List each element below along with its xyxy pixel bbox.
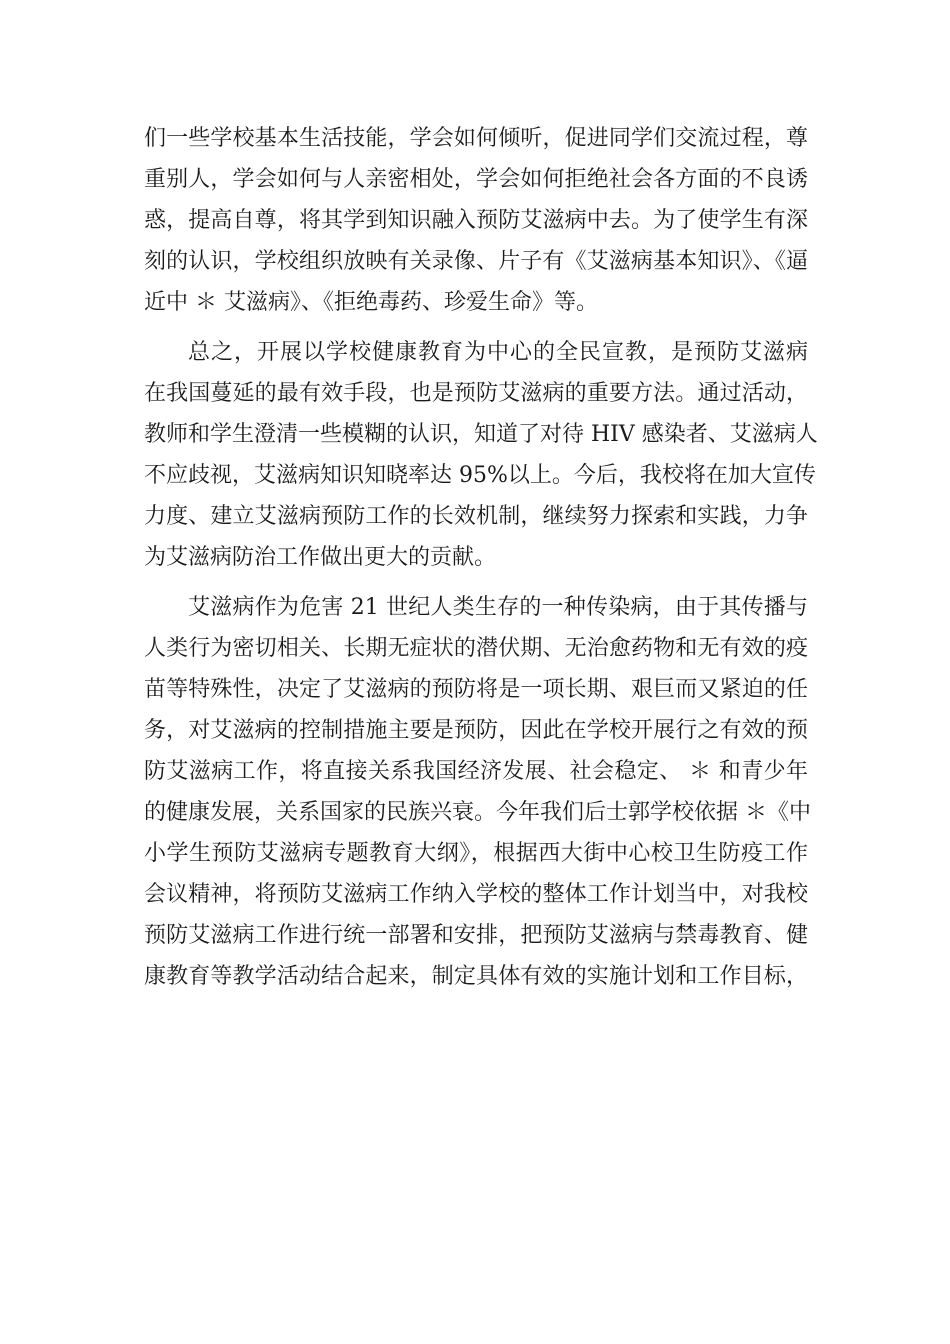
text-line: 惑，提高自尊，将其学到知识融入预防艾滋病中去。为了使学生有深 [144,208,808,233]
text-line: 防艾滋病工作，将直接关系我国经济发展、社会稳定、 ＊ 和青少年 [144,759,808,784]
text-line: 重别人，学会如何与人亲密相处，学会如何拒绝社会各方面的不良诱 [144,167,808,192]
text-line: 人类行为密切相关、长期无症状的潜伏期、无治愈药物和无有效的疫 [144,636,808,661]
text-line: 的健康发展，关系国家的民族兴衰。今年我们后士郭学校依据 ＊《中 [144,800,811,825]
paragraph [144,118,808,323]
text-line: 近中 ＊ 艾滋病》、《拒绝毒药、珍爱生命》等。 [144,290,598,315]
text-line: 康教育等教学活动结合起来，制定具体有效的实施计划和工作目标， [144,964,808,989]
paragraph [144,587,811,997]
text-line: 总之，开展以学校健康教育为中心的全民宣教，是预防艾滋病 [188,340,808,365]
text-line: 务，对艾滋病的控制措施主要是预防，因此在学校开展行之有效的预 [144,718,808,743]
text-line: 为艾滋病防治工作做出更大的贡献。 [144,545,497,570]
paragraph-gap [144,578,808,587]
text-line: 艾滋病作为危害 21 世纪人类生存的一种传染病，由于其传播与 [188,595,808,620]
text-line: 在我国蔓延的最有效手段，也是预防艾滋病的重要方法。通过活动， [144,381,808,406]
text-line: 苗等特殊性，决定了艾滋病的预防将是一项长期、艰巨而又紧迫的任 [144,677,808,702]
text-line: 预防艾滋病工作进行统一部署和安排，把预防艾滋病与禁毒教育、健 [144,923,808,948]
text-line: 教师和学生澄清一些模糊的认识，知道了对待 HIV 感染者、艾滋病人 [144,422,818,447]
text-line: 们一些学校基本生活技能，学会如何倾听，促进同学们交流过程，尊 [144,126,808,151]
paragraph-gap [144,323,808,332]
text-line: 小学生预防艾滋病专题教育大纲》，根据西大街中心校卫生防疫工作 [144,841,808,866]
text-line: 会议精神，将预防艾滋病工作纳入学校的整体工作计划当中，对我校 [144,882,808,907]
text-line: 不应歧视，艾滋病知识知晓率达 95%以上。今后，我校将在加大宣传 [144,463,816,488]
paragraph [144,332,818,578]
body-text [144,118,818,997]
text-line: 刻的认识，学校组织放映有关录像、片子有《艾滋病基本知识》、《逼 [144,249,808,274]
text-line: 力度、建立艾滋病预防工作的长效机制，继续努力探索和实践，力争 [144,504,808,529]
